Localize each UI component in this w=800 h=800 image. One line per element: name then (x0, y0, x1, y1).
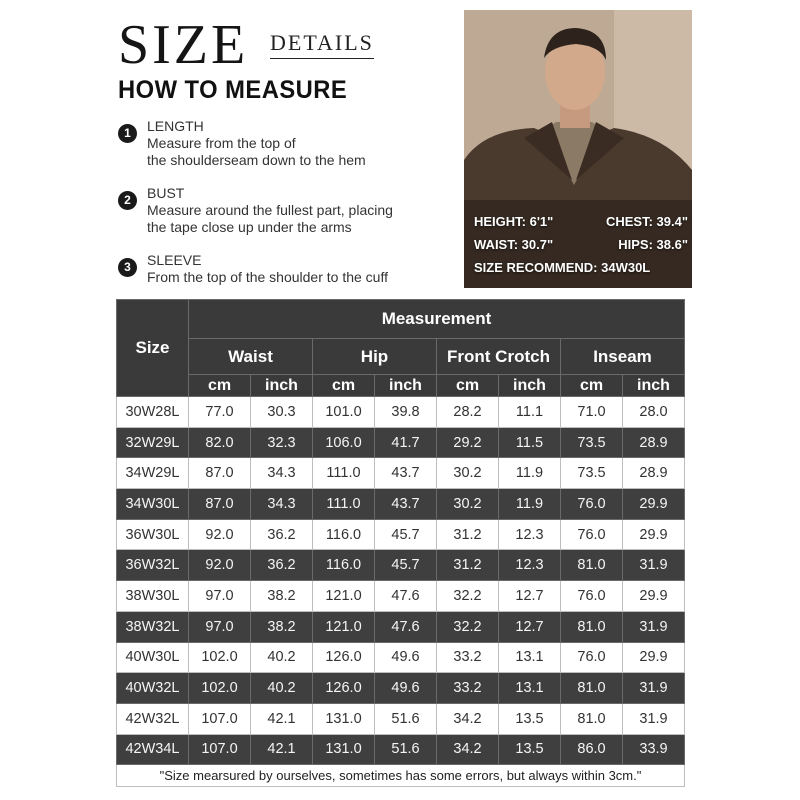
value-cell: 87.0 (189, 458, 251, 489)
value-cell: 31.9 (623, 550, 685, 581)
unit-header: inch (499, 375, 561, 397)
value-cell: 107.0 (189, 703, 251, 734)
size-cell: 40W32L (117, 673, 189, 704)
value-cell: 29.9 (623, 642, 685, 673)
unit-header: inch (623, 375, 685, 397)
value-cell: 33.2 (437, 673, 499, 704)
value-cell: 106.0 (313, 427, 375, 458)
value-cell: 116.0 (313, 519, 375, 550)
table-row (117, 673, 685, 704)
value-cell: 76.0 (561, 519, 623, 550)
group-header-waist: Waist (189, 339, 313, 375)
step-number-badge: 3 (118, 258, 137, 277)
unit-header: cm (561, 375, 623, 397)
value-cell: 82.0 (189, 427, 251, 458)
value-cell: 47.6 (375, 611, 437, 642)
value-cell: 32.2 (437, 581, 499, 612)
step-text (147, 252, 388, 286)
value-cell: 40.2 (251, 642, 313, 673)
value-cell: 30.2 (437, 489, 499, 520)
value-cell: 28.9 (623, 458, 685, 489)
size-cell: 32W29L (117, 427, 189, 458)
step-description-line: Measure from the top of (147, 135, 296, 151)
unit-header: inch (375, 375, 437, 397)
table-row (117, 611, 685, 642)
value-cell: 71.0 (561, 397, 623, 428)
value-cell: 76.0 (561, 642, 623, 673)
value-cell: 41.7 (375, 427, 437, 458)
value-cell: 29.9 (623, 489, 685, 520)
value-cell: 126.0 (313, 642, 375, 673)
value-cell: 47.6 (375, 581, 437, 612)
value-cell: 31.9 (623, 703, 685, 734)
value-cell: 32.3 (251, 427, 313, 458)
value-cell: 102.0 (189, 642, 251, 673)
value-cell: 81.0 (561, 550, 623, 581)
table-row (117, 458, 685, 489)
size-chart-table (116, 299, 685, 787)
table-row (117, 642, 685, 673)
value-cell: 34.2 (437, 703, 499, 734)
value-cell: 76.0 (561, 581, 623, 612)
value-cell: 51.6 (375, 734, 437, 765)
step-label: BUST (147, 185, 185, 201)
value-cell: 101.0 (313, 397, 375, 428)
step-description-line: the tape close up under the arms (147, 219, 352, 235)
value-cell: 12.7 (499, 581, 561, 612)
value-cell: 92.0 (189, 519, 251, 550)
size-cell: 42W32L (117, 703, 189, 734)
value-cell: 34.3 (251, 458, 313, 489)
value-cell: 40.2 (251, 673, 313, 704)
group-header-hip: Hip (313, 339, 437, 375)
value-cell: 33.2 (437, 642, 499, 673)
step-text (147, 185, 393, 236)
model-chest: CHEST: 39.4" (605, 214, 688, 229)
size-cell: 36W32L (117, 550, 189, 581)
model-height: HEIGHT: 6'1" (474, 214, 554, 229)
value-cell: 131.0 (313, 703, 375, 734)
value-cell: 36.2 (251, 519, 313, 550)
value-cell: 121.0 (313, 611, 375, 642)
value-cell: 107.0 (189, 734, 251, 765)
value-cell: 121.0 (313, 581, 375, 612)
value-cell: 77.0 (189, 397, 251, 428)
step-description-line: From the top of the shoulder to the cuff (147, 269, 388, 285)
size-cell: 42W34L (117, 734, 189, 765)
value-cell: 12.3 (499, 550, 561, 581)
value-cell: 30.3 (251, 397, 313, 428)
step-number-badge: 2 (118, 191, 137, 210)
model-waist: WAIST: 30.7" (474, 237, 554, 252)
value-cell: 31.2 (437, 519, 499, 550)
step-description-line: the shoulderseam down to the hem (147, 152, 366, 168)
value-cell: 97.0 (189, 581, 251, 612)
value-cell: 13.5 (499, 734, 561, 765)
value-cell: 11.5 (499, 427, 561, 458)
step-text (147, 118, 366, 169)
value-cell: 76.0 (561, 489, 623, 520)
value-cell: 43.7 (375, 458, 437, 489)
value-cell: 81.0 (561, 611, 623, 642)
table-row (117, 581, 685, 612)
value-cell: 131.0 (313, 734, 375, 765)
value-cell: 12.7 (499, 611, 561, 642)
value-cell: 11.9 (499, 489, 561, 520)
size-cell: 34W30L (117, 489, 189, 520)
value-cell: 73.5 (561, 427, 623, 458)
value-cell: 81.0 (561, 703, 623, 734)
size-column-header: Size (117, 300, 189, 397)
size-rows (117, 397, 685, 765)
model-size-recommend: SIZE RECOMMEND: 34W30L (474, 260, 651, 275)
value-cell: 92.0 (189, 550, 251, 581)
table-row (117, 397, 685, 428)
unit-header: cm (437, 375, 499, 397)
group-header-inseam: Inseam (561, 339, 685, 375)
group-header-front-crotch: Front Crotch (437, 339, 561, 375)
value-cell: 30.2 (437, 458, 499, 489)
unit-header: cm (313, 375, 375, 397)
value-cell: 45.7 (375, 550, 437, 581)
value-cell: 42.1 (251, 734, 313, 765)
model-photo (464, 10, 692, 288)
size-cell: 40W30L (117, 642, 189, 673)
value-cell: 36.2 (251, 550, 313, 581)
value-cell: 73.5 (561, 458, 623, 489)
size-cell: 30W28L (117, 397, 189, 428)
value-cell: 11.1 (499, 397, 561, 428)
table-row (117, 427, 685, 458)
value-cell: 33.9 (623, 734, 685, 765)
value-cell: 97.0 (189, 611, 251, 642)
table-row (117, 489, 685, 520)
value-cell: 28.2 (437, 397, 499, 428)
how-to-measure-heading: HOW TO MEASURE (118, 76, 348, 104)
step-description-line: Measure around the fullest part, placing (147, 202, 393, 218)
value-cell: 49.6 (375, 642, 437, 673)
value-cell: 34.2 (437, 734, 499, 765)
details-subtitle: DETAILS (270, 30, 374, 59)
size-cell: 38W32L (117, 611, 189, 642)
value-cell: 126.0 (313, 673, 375, 704)
value-cell: 13.5 (499, 703, 561, 734)
table-footnote: "Size mearsured by ourselves, sometimes has some errors, but always within 3cm." (117, 765, 685, 787)
value-cell: 13.1 (499, 642, 561, 673)
value-cell: 12.3 (499, 519, 561, 550)
value-cell: 111.0 (313, 458, 375, 489)
value-cell: 31.2 (437, 550, 499, 581)
value-cell: 102.0 (189, 673, 251, 704)
value-cell: 111.0 (313, 489, 375, 520)
model-hips: HIPS: 38.6" (618, 237, 688, 252)
table-row (117, 519, 685, 550)
value-cell: 116.0 (313, 550, 375, 581)
value-cell: 29.2 (437, 427, 499, 458)
table-row (117, 734, 685, 765)
step-label: LENGTH (147, 118, 204, 134)
value-cell: 81.0 (561, 673, 623, 704)
step-label: SLEEVE (147, 252, 202, 268)
value-cell: 34.3 (251, 489, 313, 520)
value-cell: 28.0 (623, 397, 685, 428)
unit-header: inch (251, 375, 313, 397)
table-row (117, 550, 685, 581)
size-cell: 36W30L (117, 519, 189, 550)
value-cell: 31.9 (623, 611, 685, 642)
value-cell: 29.9 (623, 519, 685, 550)
value-cell: 51.6 (375, 703, 437, 734)
step-number-badge: 1 (118, 124, 137, 143)
value-cell: 31.9 (623, 673, 685, 704)
value-cell: 42.1 (251, 703, 313, 734)
value-cell: 87.0 (189, 489, 251, 520)
size-title: SIZE (118, 14, 249, 76)
value-cell: 29.9 (623, 581, 685, 612)
value-cell: 45.7 (375, 519, 437, 550)
value-cell: 11.9 (499, 458, 561, 489)
model-stats (474, 210, 688, 279)
value-cell: 86.0 (561, 734, 623, 765)
value-cell: 28.9 (623, 427, 685, 458)
value-cell: 38.2 (251, 611, 313, 642)
value-cell: 13.1 (499, 673, 561, 704)
value-cell: 32.2 (437, 611, 499, 642)
unit-header: cm (189, 375, 251, 397)
value-cell: 39.8 (375, 397, 437, 428)
size-cell: 38W30L (117, 581, 189, 612)
value-cell: 43.7 (375, 489, 437, 520)
value-cell: 38.2 (251, 581, 313, 612)
size-cell: 34W29L (117, 458, 189, 489)
table-row (117, 703, 685, 734)
value-cell: 49.6 (375, 673, 437, 704)
measurement-header: Measurement (189, 300, 685, 339)
